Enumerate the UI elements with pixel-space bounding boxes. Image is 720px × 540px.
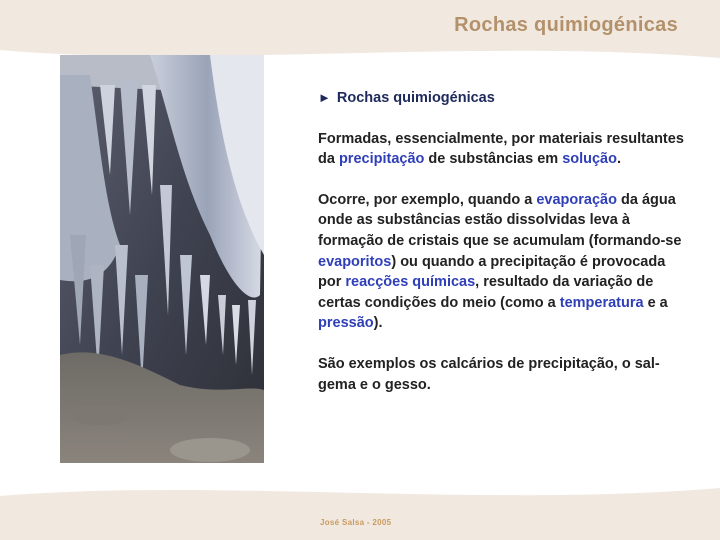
cave-stalactites-image	[60, 55, 264, 463]
footer-credit: José Salsa - 2005	[320, 518, 392, 527]
text-run: Ocorre, por exemplo, quando a	[318, 191, 537, 208]
keyword-reaccoes-quimicas: reacções químicas	[345, 274, 476, 291]
paragraph-occurrence	[318, 190, 688, 334]
paragraph-examples: São exemplos os calcários de precipitação, o sal-gema e o gesso.	[318, 355, 660, 393]
section-heading	[318, 88, 688, 109]
text-run: ).	[373, 315, 383, 332]
keyword-temperatura: temperatura	[559, 294, 644, 311]
keyword-precipitacao: precipitação	[338, 151, 425, 168]
text-run: da água onde as substâncias estão dissolvidas leva à formação de cristais que se acumulam (formando-se	[318, 191, 682, 249]
section-heading-label: Rochas quimiogénicas	[336, 90, 495, 106]
text-run: .	[616, 151, 622, 168]
text-run: ) ou quando a precipitação é provocada por	[318, 253, 666, 291]
text-run: , resultado da variação de certas condições do meio (como a	[318, 274, 654, 311]
content-text	[318, 88, 688, 415]
slide-title: Rochas quimiogénicas	[454, 14, 678, 36]
text-run: e a	[643, 294, 668, 311]
triangle-bullet-icon: ►	[318, 90, 331, 105]
paragraph-formation	[318, 129, 688, 170]
keyword-solucao: solução	[562, 151, 617, 168]
keyword-pressao: pressão	[318, 315, 374, 332]
keyword-evaporitos: evaporitos	[318, 253, 392, 270]
text-run: Formadas, essencialmente, por materiais resultantes da	[318, 130, 684, 168]
keyword-evaporacao: evaporação	[536, 191, 617, 208]
text-run: de substâncias em	[424, 151, 563, 168]
